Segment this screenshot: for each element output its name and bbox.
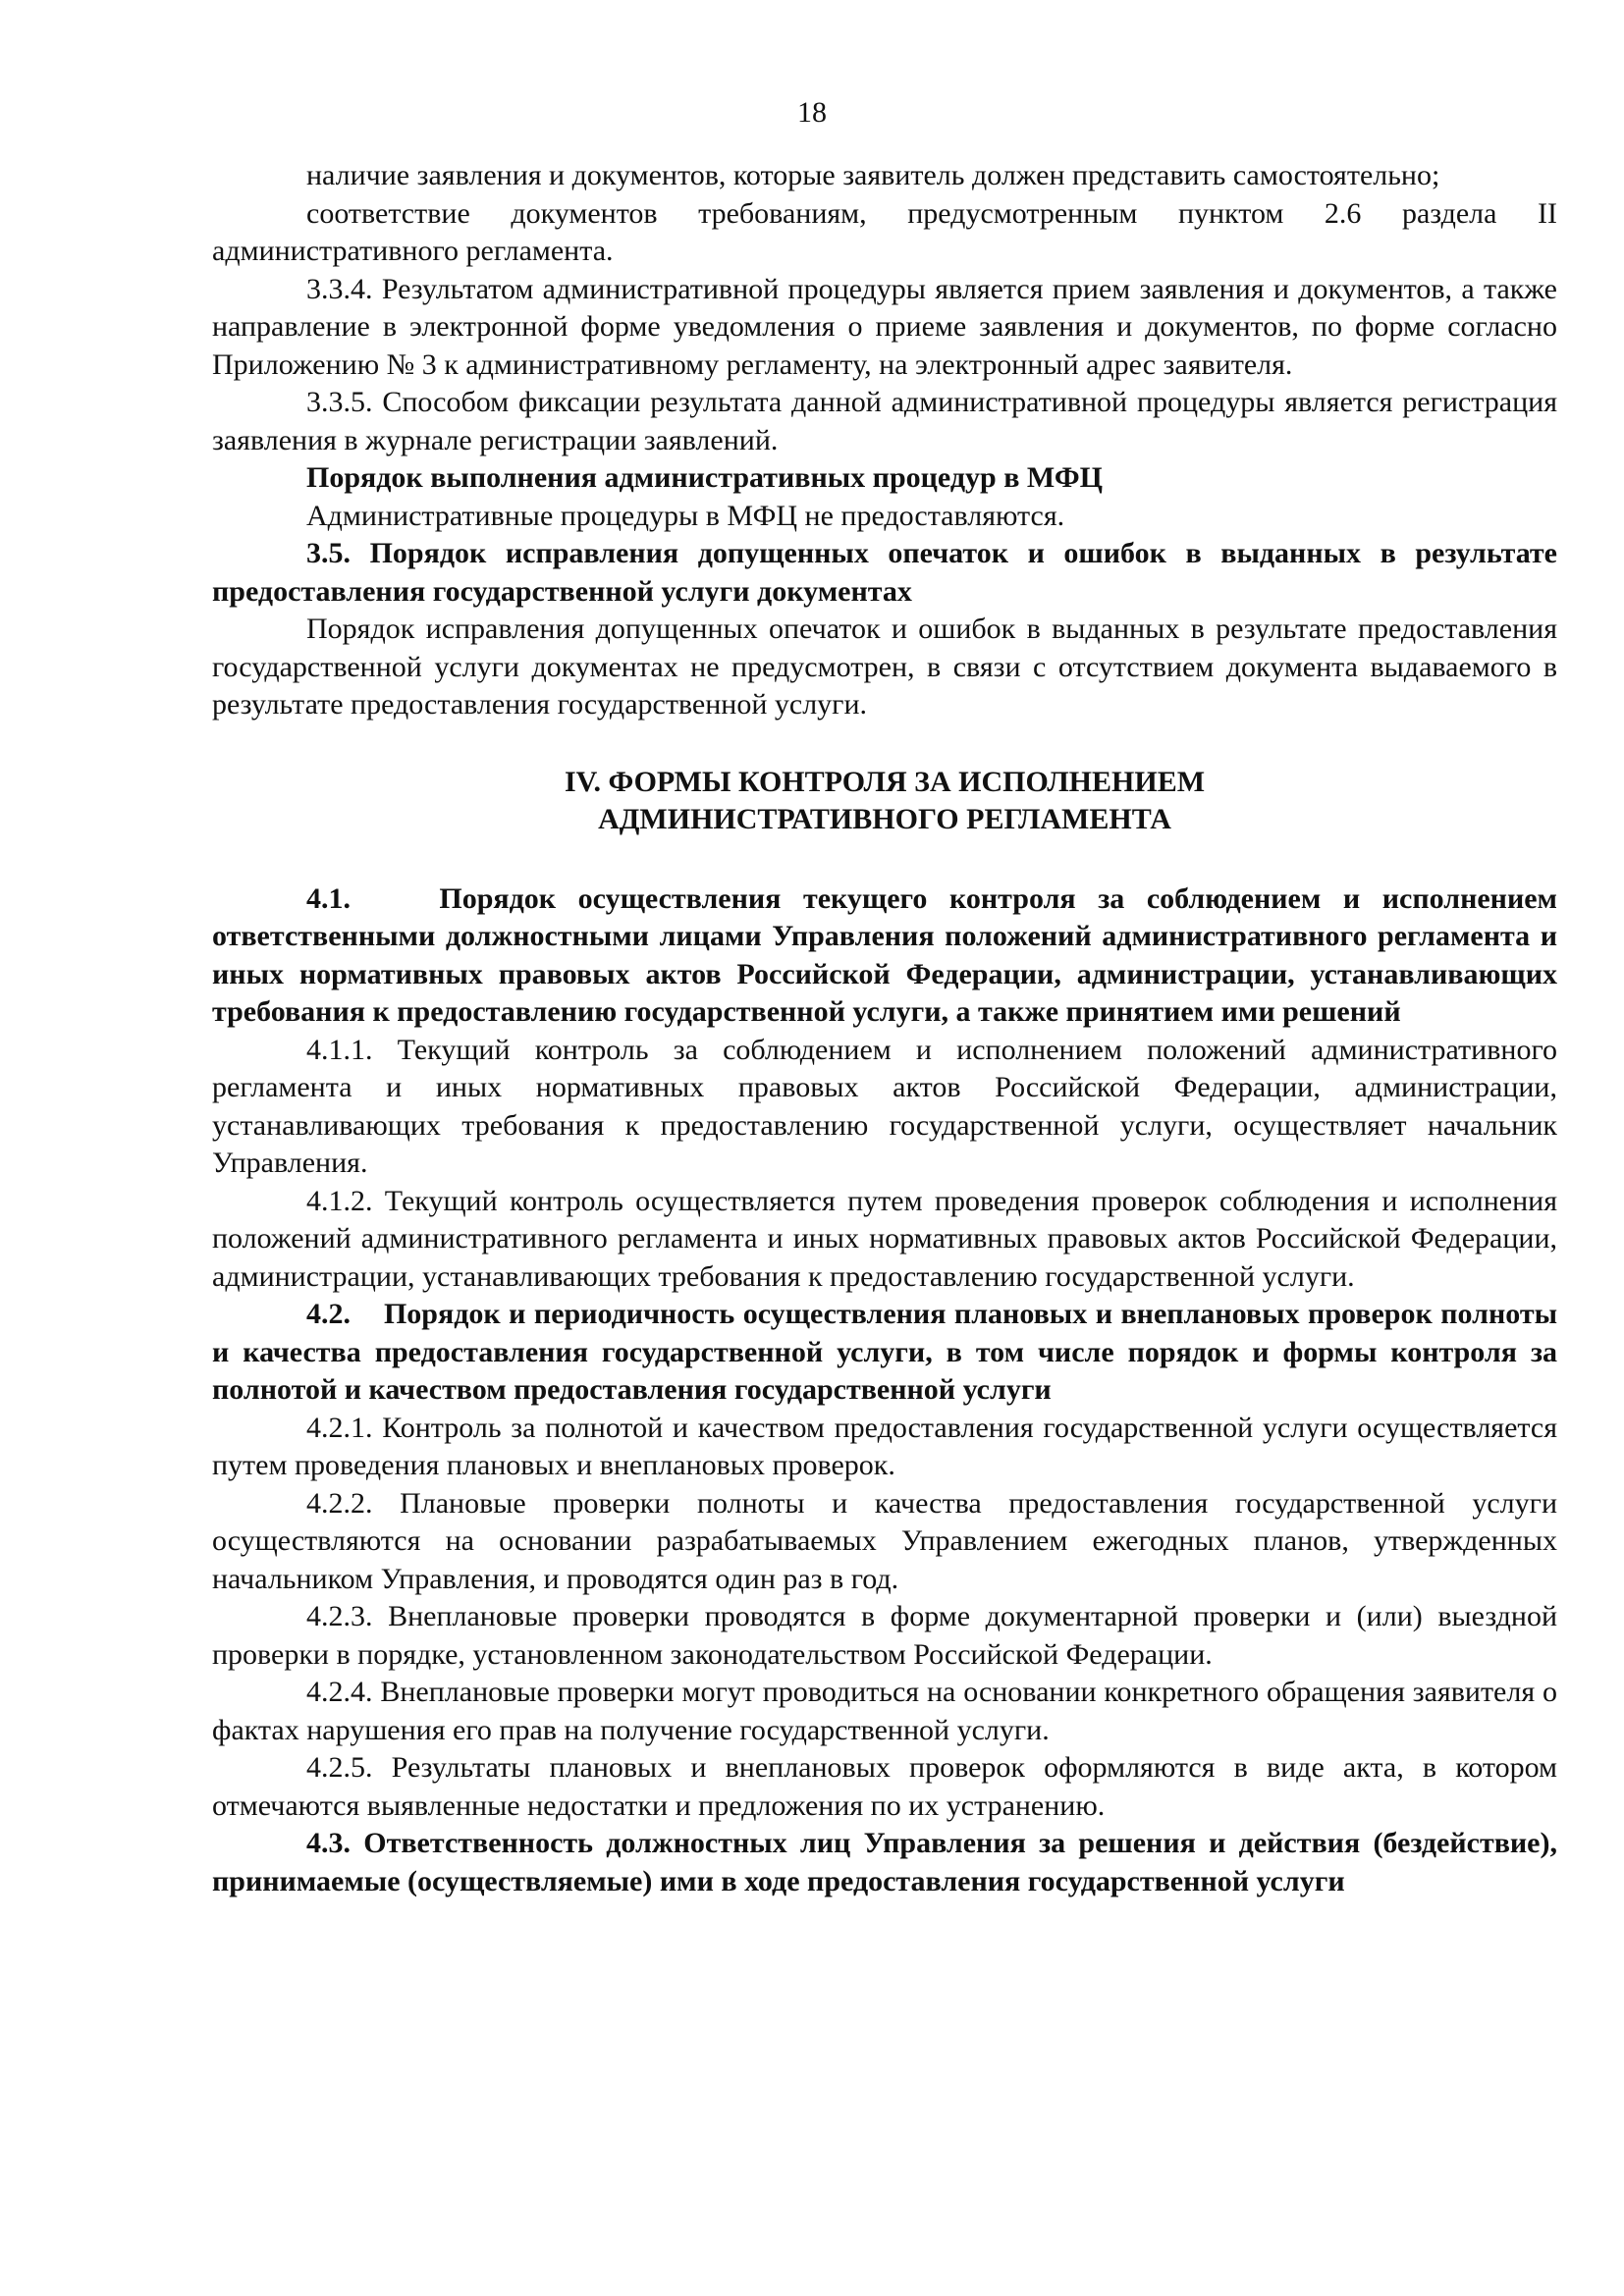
section-body bbox=[212, 881, 1565, 1901]
subheading: Порядок выполнения административных процедур в МФЦ bbox=[306, 461, 1103, 494]
paragraph: 4.1.1. Текущий контроль за соблюдением и исполнением положений административного регламента и иных нормативных правовых актов Российской Федерации, администрации, устанавливающих требования к предоставлению государственной услуги, осуществляет начальник Управления. bbox=[212, 1033, 1557, 1179]
subheading: 4.1. Порядок осуществления текущего контроля за соблюдением и исполнением ответственными должностными лицами Управления положений административного регламента и иных нормативных правовых актов Российской Федерации, администрации, устанавливающих требования к предоставлению государственной услуги, а также принятием ими решений bbox=[212, 881, 1565, 1028]
section-heading bbox=[212, 764, 1557, 839]
subheading: 3.5. Порядок исправления допущенных опечаток и ошибок в выданных в результате предоставления государственной услуги документах bbox=[212, 537, 1557, 608]
paragraph: 4.2.1. Контроль за полнотой и качеством предоставления государственной услуги осуществляется путем проведения плановых и внеплановых проверок. bbox=[212, 1411, 1557, 1481]
paragraph: 4.2.2. Плановые проверки полноты и качества предоставления государственной услуги осуществляются на основании разрабатываемых Управлением ежегодных планов, утвержденных начальником Управления, и проводятся один раз в год. bbox=[212, 1486, 1557, 1595]
page-number: 18 bbox=[797, 96, 827, 129]
section-heading-line: IV. ФОРМЫ КОНТРОЛЯ ЗА ИСПОЛНЕНИЕМ bbox=[564, 765, 1206, 798]
section-heading-line: АДМИНИСТРАТИВНОГО РЕГЛАМЕНТА bbox=[598, 803, 1171, 835]
paragraph: 3.3.4. Результатом административной процедуры является прием заявления и документов, а также направление в электронной форме уведомления о приеме заявления и документов, по форме согласно Приложению № 3 к административному регламенту, на электронный адрес заявителя. bbox=[212, 272, 1557, 381]
subheading: 4.3. Ответственность должностных лиц Управления за решения и действия (бездействие), принимаемые (осуществляемые) ими в ходе предоставления государственной услуги bbox=[212, 1827, 1557, 1897]
paragraph: 4.2.3. Внеплановые проверки проводятся в форме документарной проверки и (или) выездной проверки в порядке, установленном законодательством Российской Федерации. bbox=[212, 1600, 1557, 1671]
subheading: 4.2. Порядок и периодичность осуществления плановых и внеплановых проверок полноты и качества предоставления государственной услуги, в том числе порядок и формы контроля за полнотой и качеством предоставления государственной услуги bbox=[212, 1298, 1565, 1406]
paragraph: соответствие документов требованиям, предусмотренным пунктом 2.6 раздела II административного регламента. bbox=[212, 196, 1557, 267]
document-body bbox=[212, 157, 1565, 1900]
paragraph: 4.1.2. Текущий контроль осуществляется путем проведения проверок соблюдения и исполнения положений административного регламента и иных нормативных правовых актов Российской Федерации, администрации, устанавливающих требования к предоставлению государственной услуги. bbox=[212, 1184, 1557, 1293]
paragraph: Административные процедуры в МФЦ не предоставляются. bbox=[306, 499, 1065, 532]
paragraph: 4.2.5. Результаты плановых и внеплановых проверок оформляются в виде акта, в котором отмечаются выявленные недостатки и предложения по их устранению. bbox=[212, 1751, 1557, 1822]
paragraph: 4.2.4. Внеплановые проверки могут проводиться на основании конкретного обращения заявителя о фактах нарушения его прав на получение государственной услуги. bbox=[212, 1676, 1557, 1746]
paragraph: 3.3.5. Способом фиксации результата данной административной процедуры является регистрация заявления в журнале регистрации заявлений. bbox=[212, 386, 1557, 456]
paragraph: Порядок исправления допущенных опечаток и ошибок в выданных в результате предоставления государственной услуги документах не предусмотрен, в связи с отсутствием документа выдаваемого в результате предоставления государственной услуги. bbox=[212, 613, 1557, 721]
paragraph: наличие заявления и документов, которые заявитель должен представить самостоятельно; bbox=[306, 159, 1440, 191]
